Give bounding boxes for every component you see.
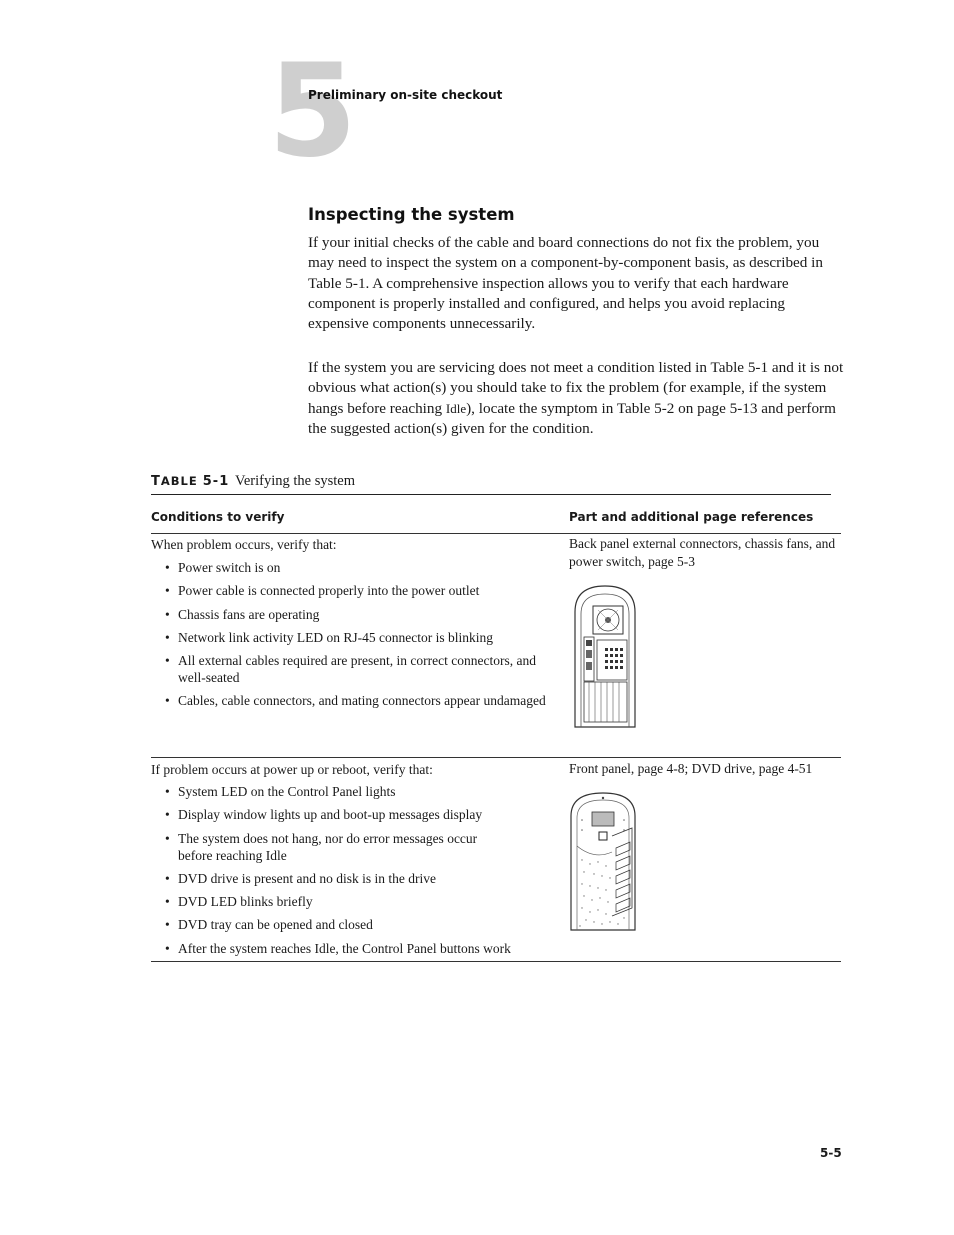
table-title: Verifying the system xyxy=(235,473,356,489)
front-panel-illustration xyxy=(568,790,638,935)
back-panel-illustration xyxy=(567,582,643,732)
list-item: • System LED on the Control Panel lights xyxy=(165,783,555,800)
table-label: TABLE 5-1 xyxy=(151,474,230,489)
page-number: 5-5 xyxy=(820,1146,842,1160)
list-item: • DVD tray can be opened and closed xyxy=(165,916,555,933)
row1-part-reference: Back panel external connectors, chassis fans, and power switch, page 5-3 xyxy=(569,536,836,569)
list-item: • Power switch is on xyxy=(165,559,555,576)
table-caption xyxy=(151,472,831,495)
column-header-conditions: Conditions to verify xyxy=(151,510,285,524)
section-heading: Inspecting the system xyxy=(308,205,515,224)
table-bottom-rule xyxy=(151,961,841,962)
intro-paragraph: If your initial checks of the cable and board connections do not fix the problem, you may need to inspect the system on a component-by-component basis, as described in Table 5-1. A comprehensive inspection allows you to verify that each hardware component is properly installed and configured, and helps you avoid replacing expensive components unnecessarily. xyxy=(308,234,823,333)
symptom-paragraph: If the system you are servicing does not meet a condition listed in Table 5-1 and it is not obvious what action(s) you should take to fix the problem (for example, if the system hangs before reaching Idle), locate the symptom in Table 5-2 on page 5-13 and perform the suggested action(s) given for the condition. xyxy=(308,359,844,437)
list-item: • Power cable is connected properly into the power outlet xyxy=(165,582,555,599)
list-item: • DVD LED blinks briefly xyxy=(165,893,555,910)
column-header-parts: Part and additional page references xyxy=(569,510,814,524)
row1-conditions-list xyxy=(165,559,555,716)
row-divider xyxy=(151,757,841,758)
chapter-title: Preliminary on-site checkout xyxy=(308,88,503,102)
list-item: • Network link activity LED on RJ-45 connector is blinking xyxy=(165,629,555,646)
row2-part-reference: Front panel, page 4-8; DVD drive, page 4-51 xyxy=(569,761,813,776)
list-item: • Cables, cable connectors, and mating connectors appear undamaged xyxy=(165,692,555,709)
row2-conditions-list xyxy=(165,783,555,963)
list-item: • After the system reaches Idle, the Control Panel buttons work xyxy=(165,940,555,957)
list-item: • DVD drive is present and no disk is in the drive xyxy=(165,870,555,887)
chapter-number: 5 xyxy=(268,37,358,186)
list-item: • Chassis fans are operating xyxy=(165,606,555,623)
list-item: • Display window lights up and boot-up messages display xyxy=(165,806,555,823)
header-rule xyxy=(151,533,841,534)
idle-term: Idle xyxy=(445,400,467,416)
list-item: • All external cables required are present, in correct connectors, and well-seated xyxy=(165,652,555,686)
list-item: • The system does not hang, nor do error messages occur before reaching Idle xyxy=(165,830,498,864)
row1-intro: When problem occurs, verify that: xyxy=(151,537,337,552)
row2-intro: If problem occurs at power up or reboot, verify that: xyxy=(151,762,433,777)
